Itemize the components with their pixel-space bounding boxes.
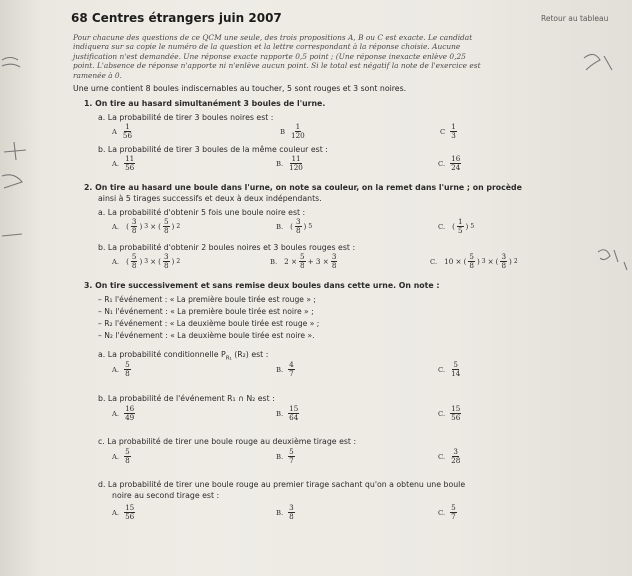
question-2-label: 2. On tire au hasard une boule dans l'urne, on note sa couleur, on la remet dans l'urne ; on procède (84, 183, 522, 192)
option-3b-C[interactable]: C. $\frac{15}{56}$ (438, 404, 461, 422)
option-3a-A[interactable]: A. $\frac{5}{8}$ (112, 360, 130, 378)
question-2-label-cont: ainsi à 5 tirages successifs et deux à deux indépendants. (98, 194, 322, 203)
option-1a-A[interactable]: A $\frac{1}{56}$ (112, 122, 133, 140)
option-2b-A[interactable]: A. ( $\frac{5}{8}$ ) 3 × ( $\frac{3}{8}$ ) 2 (112, 252, 181, 270)
option-3c-B[interactable]: B. $\frac{5}{7}$ (276, 447, 294, 465)
instructions-line: Pour chacune des questions de ce QCM une seule, des trois propositions A, B ou C est exacte. Le candidat (73, 33, 473, 42)
question-1a-label: a. La probabilité de tirer 3 boules noires est : (98, 113, 274, 122)
option-1a-C[interactable]: C $\frac{1}{3}$ (440, 122, 456, 140)
question-3d-label-cont: noire au second tirage est : (112, 491, 220, 500)
scribble-left-1 (4, 142, 26, 160)
instructions-line: point. L'absence de réponse n'apporte ni n'enlève aucun point. Si le total est négatif la note de l'exercice est (73, 61, 481, 71)
option-1b-A[interactable]: A. $\frac{11}{56}$ (112, 154, 135, 172)
option-2b-B[interactable]: B. 2 × $\frac{5}{8}$ + 3 × $\frac{3}{8}$ (270, 252, 337, 270)
question-3d-label: d. La probabilité de tirer une boule rouge au premier tirage sachant qu'on a obtenu une boule (98, 480, 466, 489)
question-3a-label: a. La probabilité conditionnelle $P_{R_1}$ (R₂) est : (98, 350, 269, 362)
question-3c-label: c. La probabilité de tirer une boule rouge au deuxième tirage est : (98, 437, 357, 446)
instructions-line: indiquera sur sa copie le numéro de la question et la lettre correspondant à la réponse choisie. Aucune (73, 42, 461, 52)
scribble-left-2 (2, 175, 22, 188)
option-1b-B[interactable]: B. $\frac{11}{120}$ (276, 154, 303, 172)
option-2a-A[interactable]: A. ( $\frac{3}{8}$ ) 3 × ( $\frac{5}{8}$ ) 2 (112, 217, 181, 235)
option-2a-B[interactable]: B. ( $\frac{3}{8}$ ) 5 (276, 217, 313, 235)
page-title: 68 Centres étrangers juin 2007 (71, 11, 282, 25)
question-2a-label: a. La probabilité d'obtenir 5 fois une boule noire est : (98, 208, 306, 217)
scribble-right-3 (624, 262, 627, 270)
option-3d-A[interactable]: A. $\frac{15}{56}$ (112, 503, 135, 521)
option-3b-B[interactable]: B. $\frac{15}{64}$ (276, 404, 299, 422)
option-3d-B[interactable]: B. $\frac{3}{8}$ (276, 503, 294, 521)
event-R2: – R₂ l'événement : « La deuxième boule tirée est rouge » ; (98, 319, 320, 328)
option-3c-A[interactable]: A. $\frac{5}{8}$ (112, 447, 130, 465)
question-3b-label: b. La probabilité de l'événement R₁ ∩ N₂ est : (98, 394, 275, 403)
instructions-line: ramenée à 0. (73, 70, 122, 80)
question-3-label: 3. On tire successivement et sans remise deux boules dans cette urne. On note : (84, 281, 440, 290)
question-1b-label: b. La probabilité de tirer 3 boules de la même couleur est : (98, 145, 328, 154)
option-3b-A[interactable]: A. $\frac{16}{49}$ (112, 404, 135, 422)
option-3d-C[interactable]: C. $\frac{5}{7}$ (438, 503, 456, 521)
scribble-left-3 (2, 234, 22, 236)
option-3a-C[interactable]: C. $\frac{5}{14}$ (438, 360, 461, 378)
scribble-right-1 (584, 54, 612, 70)
option-3a-B[interactable]: B. $\frac{4}{7}$ (276, 360, 294, 378)
instructions (73, 33, 563, 80)
option-2a-C[interactable]: C. ( $\frac{1}{5}$ ) 5 (438, 217, 475, 235)
question-2b-label: b. La probabilité d'obtenir 2 boules noires et 3 boules rouges est : (98, 243, 356, 252)
option-1a-B[interactable]: B $\frac{1}{120}$ (280, 122, 305, 140)
question-1-label: 1. On tire au hasard simultanément 3 boules de l'urne. (84, 99, 326, 108)
scribble-right-2 (598, 250, 618, 262)
scribble-top-left (2, 58, 20, 68)
event-N2: – N₂ l'événement : « La deuxième boule tirée est noire ». (98, 331, 315, 340)
event-N1: – N₁ l'événement : « La première boule tirée est noire » ; (98, 307, 314, 316)
event-R1: – R₁ l'événement : « La première boule tirée est rouge » ; (98, 295, 316, 304)
instructions-line: justification n'est demandée. Une réponse exacte rapporte 0,5 point ; (Une réponse inexacte enlève 0,25 (73, 51, 466, 61)
option-2b-C[interactable]: C. 10 × ( $\frac{5}{8}$ ) 3 × ( $\frac{3}{8}$ ) 2 (430, 252, 518, 270)
option-3c-C[interactable]: C. $\frac{3}{28}$ (438, 447, 461, 465)
statement: Une urne contient 8 boules indiscernables au toucher, 5 sont rouges et 3 sont noires. (73, 84, 407, 93)
option-1b-C[interactable]: C. $\frac{16}{24}$ (438, 154, 461, 172)
return-link[interactable]: Retour au tableau (541, 14, 609, 23)
